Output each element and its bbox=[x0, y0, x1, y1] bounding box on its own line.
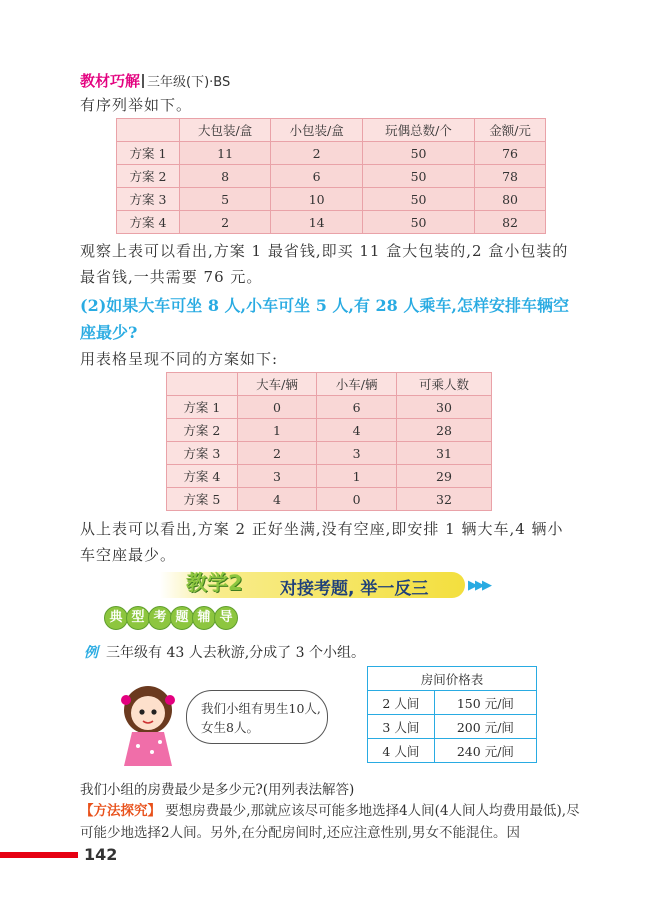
conclusion1-line1: 观察上表可以看出,方案 1 最省钱,即买 11 盒大包装的,2 盒小包装的 bbox=[80, 242, 569, 260]
package-table bbox=[116, 118, 546, 234]
table-header-cell: 小车/辆 bbox=[317, 373, 397, 396]
table-header-cell: 小包装/盒 bbox=[271, 119, 363, 142]
table-header-cell: 可乘人数 bbox=[396, 373, 491, 396]
page-number: 142 bbox=[84, 845, 118, 864]
table-cell: 50 bbox=[362, 211, 474, 234]
table-cell: 50 bbox=[362, 188, 474, 211]
table-cell: 14 bbox=[271, 211, 363, 234]
table-row bbox=[167, 465, 492, 488]
table-cell: 10 bbox=[271, 188, 363, 211]
section-char: 型 bbox=[126, 606, 150, 630]
table2-intro: 用表格呈现不同的方案如下: bbox=[80, 350, 279, 368]
conclusion2-line2: 车空座最少。 bbox=[80, 546, 177, 564]
table-cell: 5 bbox=[179, 188, 271, 211]
table-cell: 82 bbox=[475, 211, 546, 234]
table-row bbox=[117, 142, 546, 165]
table-cell: 方案 5 bbox=[167, 488, 238, 511]
table-cell: 方案 2 bbox=[117, 165, 180, 188]
table-cell: 4 bbox=[237, 488, 317, 511]
price-cell: 3 人间 bbox=[368, 715, 435, 739]
method-tag: 【方法探究】 bbox=[80, 803, 161, 819]
table-cell: 4 bbox=[317, 419, 397, 442]
table-cell: 8 bbox=[179, 165, 271, 188]
room-price-table bbox=[367, 666, 537, 763]
price-row bbox=[368, 691, 537, 715]
example-label: 例 bbox=[84, 645, 98, 661]
table-cell: 2 bbox=[179, 211, 271, 234]
table-cell: 50 bbox=[362, 142, 474, 165]
header-divider bbox=[142, 74, 144, 88]
table-header-cell bbox=[117, 119, 180, 142]
table-cell: 76 bbox=[475, 142, 546, 165]
section-char: 典 bbox=[104, 606, 128, 630]
table-row bbox=[117, 211, 546, 234]
table-header-cell bbox=[167, 373, 238, 396]
table-cell: 29 bbox=[396, 465, 491, 488]
section-heading bbox=[104, 606, 236, 630]
table-cell: 方案 1 bbox=[167, 396, 238, 419]
table-cell: 方案 3 bbox=[117, 188, 180, 211]
book-brand: 教材巧解 bbox=[80, 72, 141, 90]
price-table-title: 房间价格表 bbox=[368, 667, 537, 691]
vehicle-table bbox=[166, 372, 492, 511]
banner-label: 教学2 bbox=[186, 571, 243, 595]
table-cell: 6 bbox=[317, 396, 397, 419]
table-cell: 1 bbox=[237, 419, 317, 442]
table-row bbox=[167, 442, 492, 465]
price-row bbox=[368, 715, 537, 739]
table-row bbox=[167, 488, 492, 511]
method-text: 要想房费最少,那就应该尽可能多地选择4人间(4人间人均费用最低),尽可能少地选择2人间。另外,在分配房间时,还应注意性别,男女不能混住。因 bbox=[80, 803, 580, 841]
conclusion1-line2: 最省钱,一共需要 76 元。 bbox=[80, 268, 263, 286]
table-header-cell: 大包装/盒 bbox=[179, 119, 271, 142]
table-cell: 0 bbox=[317, 488, 397, 511]
section-char: 考 bbox=[148, 606, 172, 630]
speech-line2: 女生8人。 bbox=[201, 720, 259, 735]
table-cell: 30 bbox=[396, 396, 491, 419]
section-char: 辅 bbox=[192, 606, 216, 630]
table-cell: 31 bbox=[396, 442, 491, 465]
teaching-banner bbox=[160, 572, 465, 598]
price-title-row bbox=[368, 667, 537, 691]
question-2: (2)如果大车可坐 8 人,小车可坐 5 人,有 28 人乘车,怎样安排车辆空座最少? bbox=[80, 296, 569, 342]
grade-label: 三年级(下)·BS bbox=[147, 75, 231, 90]
footer-bar bbox=[0, 852, 78, 858]
table-cell: 80 bbox=[475, 188, 546, 211]
method-paragraph bbox=[80, 800, 585, 844]
price-cell: 2 人间 bbox=[368, 691, 435, 715]
table-header-row bbox=[167, 373, 492, 396]
table-cell: 方案 4 bbox=[167, 465, 238, 488]
price-cell: 200 元/间 bbox=[434, 715, 536, 739]
table-cell: 方案 4 bbox=[117, 211, 180, 234]
price-cell: 240 元/间 bbox=[434, 739, 536, 763]
table-cell: 方案 1 bbox=[117, 142, 180, 165]
table-header-cell: 大车/辆 bbox=[237, 373, 317, 396]
table-cell: 50 bbox=[362, 165, 474, 188]
section-char: 导 bbox=[214, 606, 238, 630]
intro-line: 有序列举如下。 bbox=[80, 96, 193, 114]
table-cell: 6 bbox=[271, 165, 363, 188]
speech-bubble bbox=[186, 690, 328, 744]
table-row bbox=[117, 165, 546, 188]
table-cell: 1 bbox=[317, 465, 397, 488]
page-header bbox=[80, 70, 230, 91]
table-cell: 3 bbox=[237, 465, 317, 488]
table-cell: 方案 3 bbox=[167, 442, 238, 465]
table-cell: 11 bbox=[179, 142, 271, 165]
example-text: 三年级有 43 人去秋游,分成了 3 个小组。 bbox=[106, 645, 365, 661]
banner-arrows-icon: ▶▶▶ bbox=[468, 578, 489, 593]
table-cell: 28 bbox=[396, 419, 491, 442]
price-cell: 4 人间 bbox=[368, 739, 435, 763]
table-cell: 0 bbox=[237, 396, 317, 419]
table-header-row bbox=[117, 119, 546, 142]
table-row bbox=[167, 419, 492, 442]
section-char: 题 bbox=[170, 606, 194, 630]
banner-title: 对接考题, 举一反三 bbox=[280, 579, 429, 599]
conclusion2-line1: 从上表可以看出,方案 2 正好坐满,没有空座,即安排 1 辆大车,4 辆小 bbox=[80, 520, 564, 538]
price-cell: 150 元/间 bbox=[434, 691, 536, 715]
question-line: 我们小组的房费最少是多少元?(用列表法解答) bbox=[80, 782, 355, 798]
table-header-cell: 金额/元 bbox=[475, 119, 546, 142]
table-row bbox=[117, 188, 546, 211]
price-row bbox=[368, 739, 537, 763]
table-cell: 2 bbox=[237, 442, 317, 465]
girl-illustration-icon bbox=[108, 680, 188, 772]
table-cell: 方案 2 bbox=[167, 419, 238, 442]
table-cell: 78 bbox=[475, 165, 546, 188]
table-cell: 32 bbox=[396, 488, 491, 511]
table-cell: 3 bbox=[317, 442, 397, 465]
table-row bbox=[167, 396, 492, 419]
example-line bbox=[84, 642, 365, 662]
speech-line1: 我们小组有男生10人, bbox=[201, 701, 321, 716]
table-header-cell: 玩偶总数/个 bbox=[362, 119, 474, 142]
table-cell: 2 bbox=[271, 142, 363, 165]
